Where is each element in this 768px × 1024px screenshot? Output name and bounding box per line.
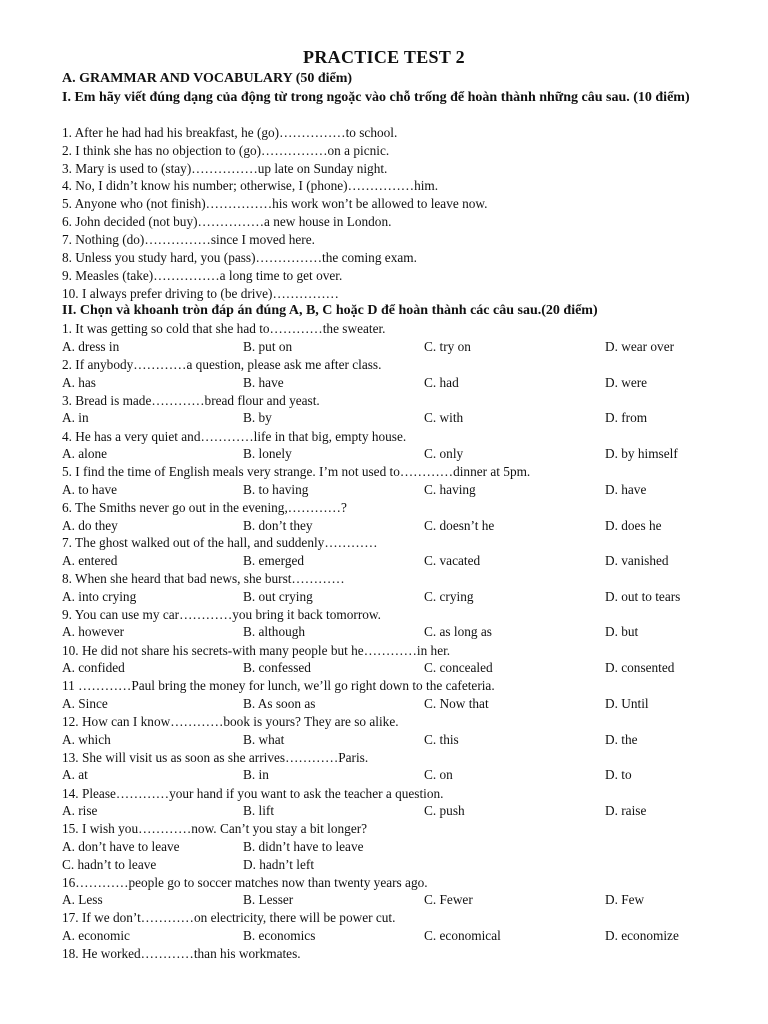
exercise-item: 3. Mary is used to (stay)……………up late on Sunday night.	[62, 161, 388, 176]
exercise-item: 7. Nothing (do)……………since I moved here.	[62, 232, 315, 247]
option-b[interactable]: B. lonely	[243, 446, 292, 461]
option-c[interactable]: C. economical	[424, 928, 501, 943]
option-d[interactable]: D. does he	[605, 518, 662, 533]
option-c[interactable]: C. this	[424, 732, 459, 747]
option-c[interactable]: C. as long as	[424, 624, 492, 639]
option-d[interactable]: D. economize	[605, 928, 679, 943]
option-a[interactable]: A. in	[62, 410, 89, 425]
option-c[interactable]: C. Now that	[424, 696, 489, 711]
options-row	[62, 589, 722, 605]
exercise-item: 10. I always prefer driving to (be drive)……………	[62, 286, 339, 301]
option-d[interactable]: D. to	[605, 767, 632, 782]
option-c[interactable]: C. having	[424, 482, 476, 497]
option-c[interactable]: C. crying	[424, 589, 474, 604]
option-c[interactable]: C. hadn’t to leave	[62, 857, 157, 872]
question-text: 15. I wish you…………now. Can’t you stay a bit longer?	[62, 821, 368, 836]
exercise-item: 2. I think she has no objection to (go)……………on a picnic.	[62, 143, 390, 158]
option-b[interactable]: B. Lesser	[243, 892, 294, 907]
option-d[interactable]: D. the	[605, 732, 638, 747]
question-text: 18. He worked…………than his workmates.	[62, 946, 301, 961]
options-row	[62, 696, 722, 712]
question-text: 5. I find the time of English meals very strange. I’m not used to…………dinner at 5pm.	[62, 464, 531, 479]
options-row	[62, 624, 722, 640]
question-text: 14. Please…………your hand if you want to ask the teacher a question.	[62, 786, 444, 801]
options-row	[62, 339, 722, 355]
exercise-item: 9. Measles (take)……………a long time to get over.	[62, 268, 343, 283]
option-b[interactable]: B. what	[243, 732, 285, 747]
option-d[interactable]: D. vanished	[605, 553, 669, 568]
option-a[interactable]: A. Less	[62, 892, 103, 907]
option-b[interactable]: B. didn’t have to leave	[243, 839, 364, 854]
question-text: 10. He did not share his secrets-with many people but he…………in her.	[62, 643, 451, 658]
option-b[interactable]: B. by	[243, 410, 272, 425]
page-title: PRACTICE TEST 2	[303, 47, 465, 67]
question-text: 6. The Smiths never go out in the evening,…………?	[62, 500, 347, 515]
part2-heading: II. Chọn và khoanh tròn đáp án đúng A, B, C hoặc D để hoàn thành các câu sau.(20 điểm)	[62, 303, 598, 318]
option-c[interactable]: C. vacated	[424, 553, 481, 568]
options-row	[62, 839, 722, 855]
question-text: 4. He has a very quiet and…………life in that big, empty house.	[62, 429, 407, 444]
question-text: 7. The ghost walked out of the hall, and suddenly…………	[62, 535, 378, 550]
options-row	[62, 482, 722, 498]
option-a[interactable]: A. alone	[62, 446, 108, 461]
exercise-item: 1. After he had had his breakfast, he (go)……………to school.	[62, 125, 398, 140]
option-b[interactable]: B. have	[243, 375, 284, 390]
exercise-item: 6. John decided (not buy)……………a new house in London.	[62, 214, 392, 229]
option-a[interactable]: A. to have	[62, 482, 118, 497]
option-d[interactable]: D. hadn’t left	[243, 857, 315, 872]
option-a[interactable]: A. has	[62, 375, 96, 390]
question-text: 2. If anybody…………a question, please ask me after class.	[62, 357, 382, 372]
option-c[interactable]: C. try on	[424, 339, 471, 354]
options-row	[62, 410, 722, 426]
question-text: 12. How can I know…………book is yours? They are so alike.	[62, 714, 399, 729]
option-b[interactable]: B. confessed	[243, 660, 311, 675]
option-a[interactable]: A. entered	[62, 553, 118, 568]
option-a[interactable]: A. Since	[62, 696, 108, 711]
question-text: 13. She will visit us as soon as she arrives…………Paris.	[62, 750, 369, 765]
question-text: 17. If we don’t…………on electricity, there will be power cut.	[62, 910, 396, 925]
option-d[interactable]: D. from	[605, 410, 648, 425]
option-b[interactable]: B. put on	[243, 339, 293, 354]
option-b[interactable]: B. As soon as	[243, 696, 316, 711]
option-c[interactable]: C. with	[424, 410, 464, 425]
question-text: 16…………people go to soccer matches now than twenty years ago.	[62, 875, 428, 890]
option-c[interactable]: C. push	[424, 803, 465, 818]
question-text: 8. When she heard that bad news, she burst…………	[62, 571, 345, 586]
option-b[interactable]: B. economics	[243, 928, 316, 943]
option-b[interactable]: B. emerged	[243, 553, 305, 568]
option-d[interactable]: D. wear over	[605, 339, 675, 354]
option-d[interactable]: D. but	[605, 624, 639, 639]
option-d[interactable]: D. out to tears	[605, 589, 681, 604]
exercise-item: 8. Unless you study hard, you (pass)……………the coming exam.	[62, 250, 417, 265]
options-row	[62, 553, 722, 569]
option-a[interactable]: A. at	[62, 767, 88, 782]
options-row	[62, 518, 722, 534]
option-a[interactable]: A. however	[62, 624, 125, 639]
exercise-item: 5. Anyone who (not finish)……………his work won’t be allowed to leave now.	[62, 196, 488, 211]
option-a[interactable]: A. confided	[62, 660, 125, 675]
option-d[interactable]: D. Until	[605, 696, 649, 711]
option-b[interactable]: B. don’t they	[243, 518, 313, 533]
option-b[interactable]: B. in	[243, 767, 269, 782]
option-d[interactable]: D. were	[605, 375, 648, 390]
option-b[interactable]: B. lift	[243, 803, 275, 818]
option-a[interactable]: A. into crying	[62, 589, 137, 604]
options-row	[62, 928, 722, 944]
options-row	[62, 767, 722, 783]
option-b[interactable]: B. out crying	[243, 589, 313, 604]
options-row	[62, 660, 722, 676]
option-d[interactable]: D. have	[605, 482, 647, 497]
options-row	[62, 803, 722, 819]
option-c[interactable]: C. had	[424, 375, 459, 390]
option-c[interactable]: C. doesn’t he	[424, 518, 495, 533]
option-d[interactable]: D. by himself	[605, 446, 678, 461]
part1-heading: I. Em hãy viết đúng dạng của động từ trong ngoặc vào chỗ trống để hoàn thành những câu sau. (10 điểm)	[62, 90, 690, 105]
option-a[interactable]: A. economic	[62, 928, 130, 943]
option-a[interactable]: A. don’t have to leave	[62, 839, 180, 854]
question-text: 1. It was getting so cold that she had to…………the sweater.	[62, 321, 386, 336]
option-d[interactable]: D. Few	[605, 892, 645, 907]
option-a[interactable]: A. rise	[62, 803, 98, 818]
option-a[interactable]: A. do they	[62, 518, 118, 533]
option-c[interactable]: C. only	[424, 446, 464, 461]
question-text: 9. You can use my car…………you bring it back tomorrow.	[62, 607, 381, 622]
option-b[interactable]: B. to having	[243, 482, 309, 497]
question-text: 11 …………Paul bring the money for lunch, we’ll go right down to the cafeteria.	[62, 678, 495, 693]
options-row	[62, 732, 722, 748]
exercise-item: 4. No, I didn’t know his number; otherwise, I (phone)……………him.	[62, 178, 439, 193]
option-b[interactable]: B. although	[243, 624, 306, 639]
options-row	[62, 375, 722, 391]
question-text: 3. Bread is made…………bread flour and yeast.	[62, 393, 320, 408]
options-row	[62, 446, 722, 462]
option-c[interactable]: C. Fewer	[424, 892, 473, 907]
option-c[interactable]: C. on	[424, 767, 453, 782]
option-a[interactable]: A. which	[62, 732, 111, 747]
option-d[interactable]: D. consented	[605, 660, 675, 675]
option-d[interactable]: D. raise	[605, 803, 647, 818]
option-c[interactable]: C. concealed	[424, 660, 493, 675]
section-a-heading: A. GRAMMAR AND VOCABULARY (50 điểm)	[62, 71, 353, 86]
options-row	[62, 857, 722, 873]
options-row	[62, 892, 722, 908]
option-a[interactable]: A. dress in	[62, 339, 120, 354]
